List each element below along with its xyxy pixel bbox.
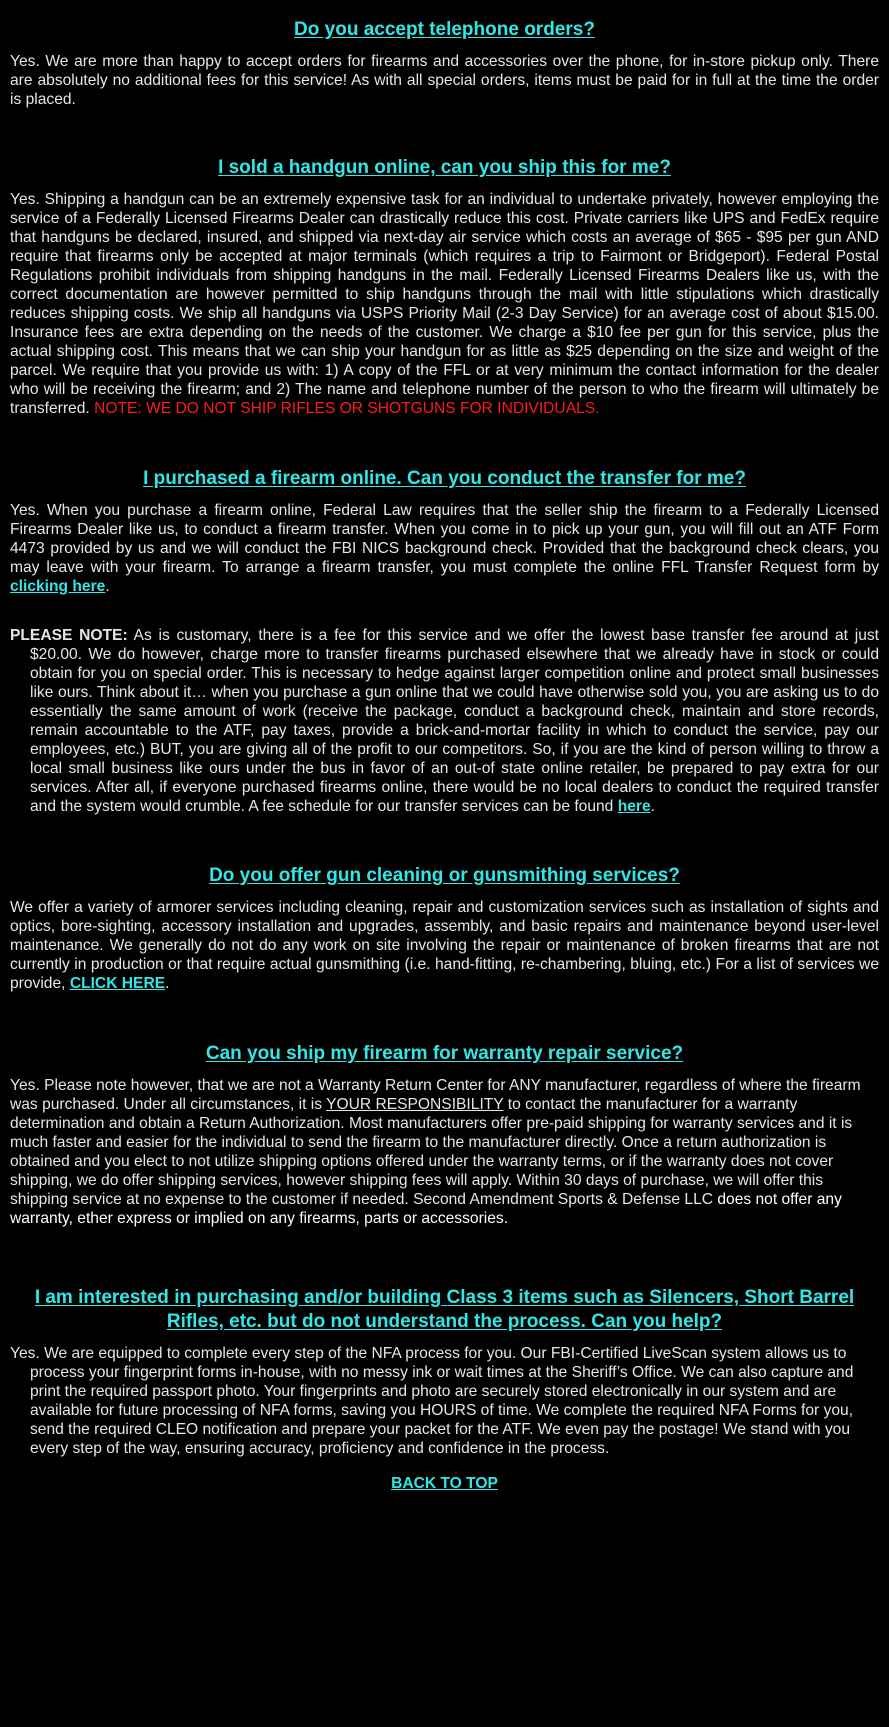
faq-class3-nfa [10,1228,879,1458]
faq-warranty-repair [10,993,879,1228]
back-to-top-link[interactable]: BACK TO TOP [391,1475,498,1492]
transfer-fee-note [10,626,879,816]
answer-text: Yes. We are equipped to complete every step of the NFA process for you. Our FBI-Certified LiveScan system allows us to process your fingerprint forms in-house, with no messy ink or wait times at the Sheriff’s Office. We can also capture and print the required passport photo. Your fingerprints and photo are securely stored electronically in our system and are available for future processing of NFA forms, saving you HOURS of time. We complete the required NFA Forms for you, send the required CLEO notification and prepare your packet for the ATF. We even pay the postage! We stand with you every step of the way, ensuring accuracy, proficiency and confidence in the process. [10,1345,854,1457]
answer-end: . [105,578,110,595]
note-label: PLEASE NOTE: [10,627,128,644]
back-to-top-wrapper [10,1474,879,1493]
note-body: As is customary, there is a fee for this service and we offer the lowest base transfer fee around at just $20.00. We do however, charge more to transfer firearms purchased elsewhere that we already have in stock or could obtain for you on special order. This is necessary to hedge against larger competition online and protect small businesses like ours. Think about it… when you purchase a gun online that we could have otherwise sold you, you are asking us to do essentially the same amount of work (receive the package, conduct a background check, maintain and store records, remain accountable to the ATF, pay taxes, provide a brick-and-mortar facility in which to conduct the service, pay our employees, etc.) BUT, you are giving all of the profit to our competitors. So, if you are the kind of person willing to throw a local small business like ours under the bus in favor of an out-of state online retailer, be prepared to pay extra for our services. After all, if everyone purchased firearms online, there would be no local dealers to conduct the required transfer and the system would crumble. A fee schedule for our transfer services can be found [30,627,880,815]
answer-end: . [165,975,170,992]
answer-body: Yes. When you purchase a firearm online, Federal Law requires that the seller ship the firearm to a Federally Licensed Firearms Dealer like us, to conduct a firearm transfer. When you come in to pick up your gun, you will fill out an ATF Form 4473 provided by us and we will conduct the FBI NICS background check. Provided that the background check clears, you may leave with your firearm. To arrange a firearm transfer, you must complete the online FFL Transfer Request form by [10,502,879,576]
answer-body-b: to contact the manufacturer for a warranty determination and obtain a Return Authorization. Most manufacturers offer pre-paid shipping for warranty services and it is much faster and easier for the individual to send the firearm to the manufacturer directly. Once a return authorization is obtained and you elect to not utilize shipping options offered under the warranty terms, or if the warranty does not cover shipping, we do offer shipping services, however shipping fees will apply. Within 30 days of purchase, we will offer this shipping service at no expense to the customer if needed. Second Amendment Sports & Defense LLC [10,1096,853,1208]
fee-schedule-link[interactable]: here [617,798,651,815]
answer-body: We offer a variety of armorer services including cleaning, repair and customization services such as installation of sights and optics, bore-sighting, accessory installation and upgrades, assembly, and basic repairs and maintenance beyond user-level maintenance. We generally do not do any work on site involving the repair or maintenance of broken firearms that are not currently in production or that require actual gunsmithing (i.e. hand-fitting, re-chambering, bluing, etc.) For a list of services we provide, [10,899,879,992]
faq-ship-handgun [10,109,879,418]
answer-body: Yes. Shipping a handgun can be an extremely expensive task for an individual to undertake privately, however employing the service of a Federally Licensed Firearms Dealer can drastically reduce this cost. Private carriers like UPS and FedEx require that handguns be declared, insured, and shipped via next-day air service which costs an average of $65 - $95 per gun AND require that firearms only be accepted at major terminals (which requires a trip to Fairmont or Bridgeport). Federal Postal Regulations prohibit individuals from shipping handguns in the mail. Federally Licensed Firearms Dealers like us, with the correct documentation are however permitted to ship handguns through the mail with little stipulations which drastically reduces shipping costs. We ship all handguns via USPS Priority Mail (2-3 Day Service) for an average cost of about $15.00. Insurance fees are extra depending on the needs of the customer. We charge a $10 fee per gun for this service, plus the actual shipping cost. This means that we can ship your handgun for as little as $25 depending on the size and weight of the parcel. We require that you provide us with: 1) A copy of the FFL or at very minimum the contact information for the dealer who will be receiving the firearm; and 2) The name and telephone number of the person to who the firearm will ultimately be transferred. [10,191,879,417]
transfer-request-link[interactable]: clicking here [10,578,106,595]
question-heading: I sold a handgun online, can you ship this for me? [218,157,671,178]
question-heading: Do you accept telephone orders? [294,19,595,40]
shipping-warning: NOTE: WE DO NOT SHIP RIFLES OR SHOTGUNS FOR INDIVIDUALS. [94,400,600,417]
answer-text [10,898,879,993]
question-heading: I am interested in purchasing and/or building Class 3 items such as Silencers, Short Barrel Rifles, etc. but do not understand the process. Can you help? [34,1287,855,1332]
answer-text [10,190,879,418]
answer-body-a: Yes. Please note however, that we are not a Warranty Return Center for ANY manufacturer, regardless of where the firearm was purchased. Under all circumstances, it is [10,1077,861,1113]
answer-text: Yes. We are more than happy to accept orders for firearms and accessories over the phone, for in-store pickup only. There are absolutely no additional fees for this service! As with all special orders, items must be paid for in full at the time the order is placed. [10,53,879,108]
answer-text [10,501,879,596]
question-heading: Do you offer gun cleaning or gunsmithing services? [209,865,680,886]
note-end: . [650,798,655,815]
question-heading: Can you ship my firearm for warranty repair service? [205,1043,684,1064]
faq-gunsmithing [10,816,879,993]
warranty-disclaimer: does not offer any warranty, ether express or implied on any firearms, parts or accessories. [10,1191,842,1227]
responsibility-emphasis: YOUR RESPONSIBILITY [326,1096,504,1113]
answer-text [10,1076,879,1228]
faq-telephone-orders [10,0,879,109]
faq-online-transfer [10,418,879,816]
question-heading: I purchased a firearm online. Can you conduct the transfer for me? [143,468,746,489]
services-list-link[interactable]: CLICK HERE [69,975,166,992]
